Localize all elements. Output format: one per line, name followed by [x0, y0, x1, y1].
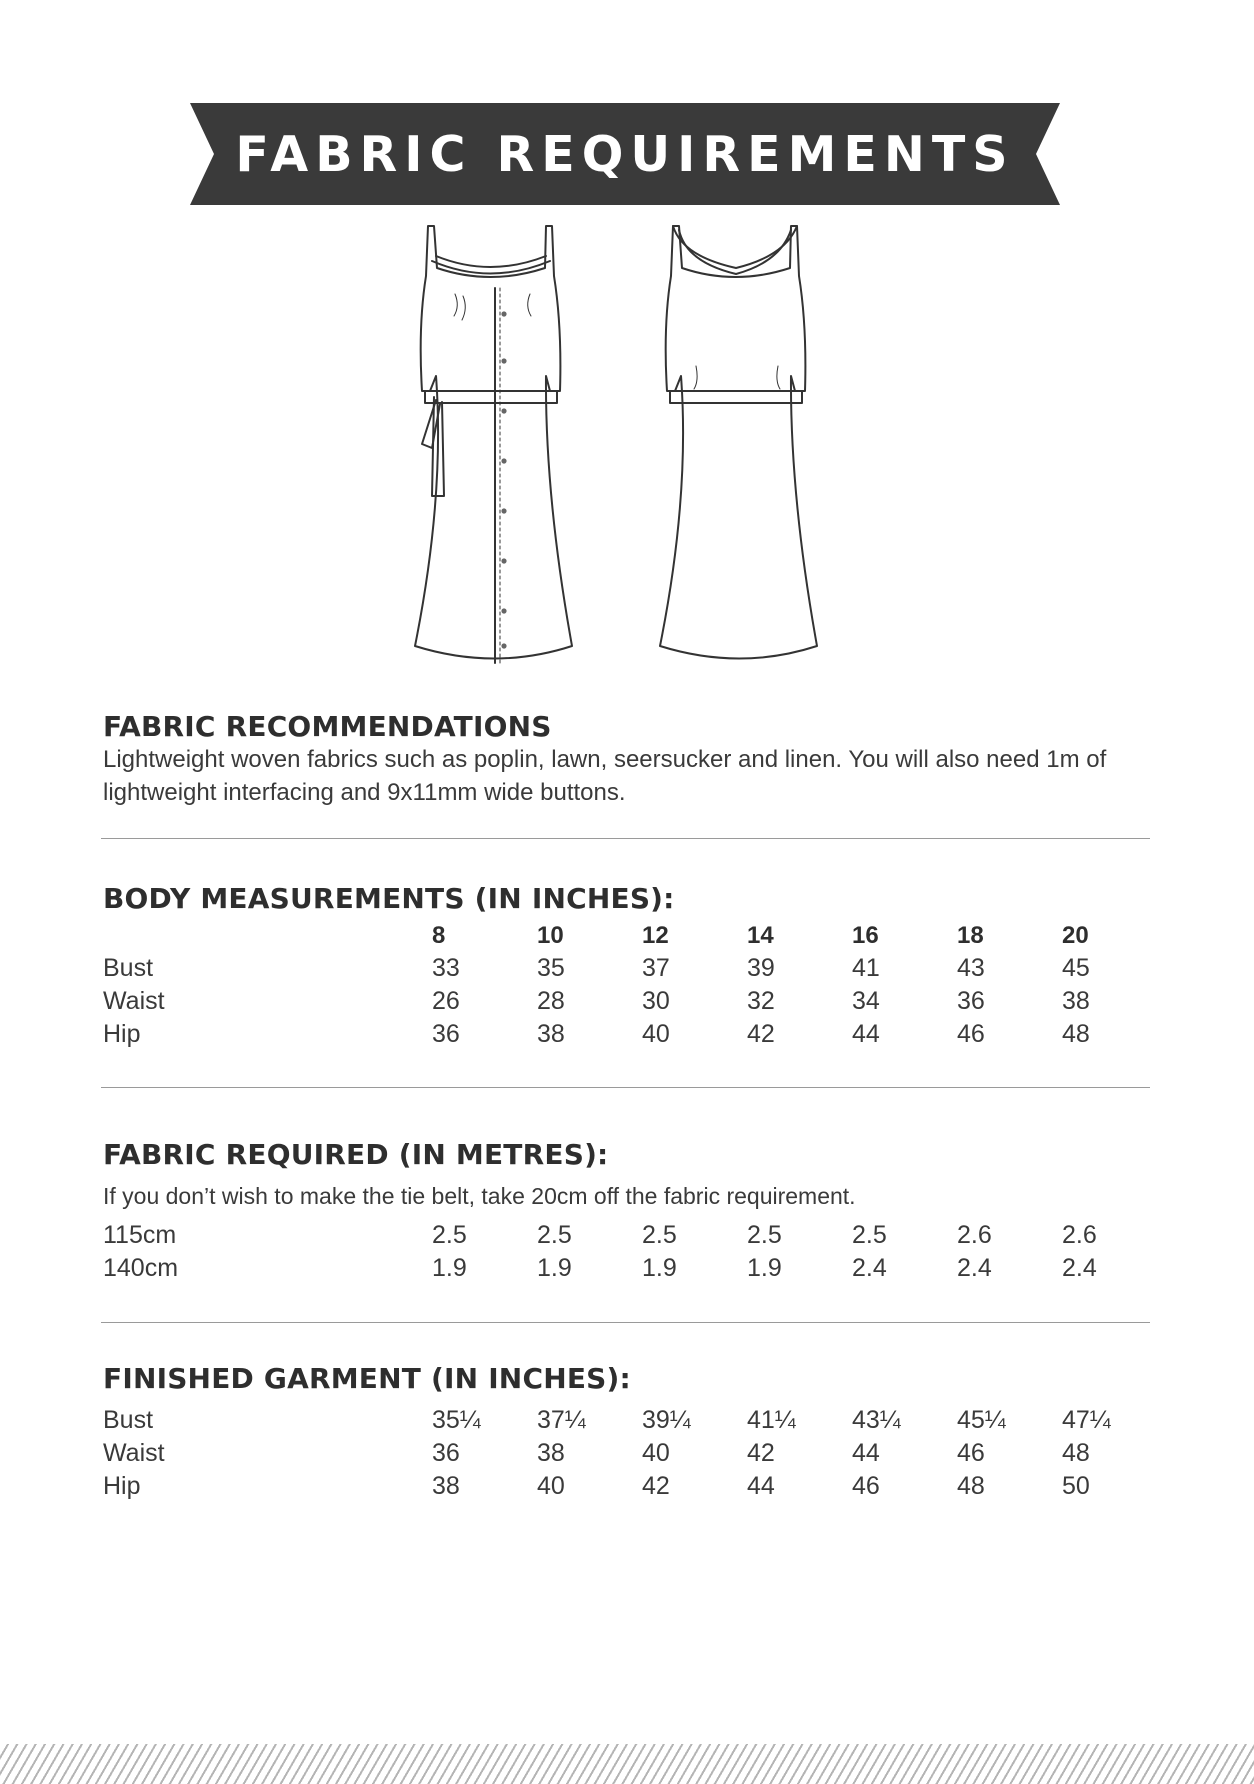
dress-sketch-icon [400, 216, 850, 676]
size-header: 20 [1062, 922, 1089, 949]
divider [101, 838, 1150, 839]
page-title: FABRIC REQUIREMENTS [235, 125, 1015, 183]
row-label: Hip [103, 1020, 141, 1048]
fabric-recommendations-heading: FABRIC RECOMMENDATIONS [103, 710, 552, 743]
table-cell: 1.9 [432, 1254, 467, 1282]
table-cell: 45 [1062, 954, 1090, 982]
table-cell: 2.4 [1062, 1254, 1097, 1282]
table-cell: 44 [852, 1020, 880, 1048]
size-header: 8 [432, 922, 446, 949]
table-cell: 1.9 [747, 1254, 782, 1282]
table-cell: 36 [432, 1439, 460, 1467]
table-cell: 2.5 [642, 1221, 677, 1249]
table-cell: 46 [957, 1020, 985, 1048]
table-cell: 30 [642, 987, 670, 1015]
size-header: 16 [852, 922, 879, 949]
table-cell: 42 [747, 1020, 775, 1048]
table-cell: 26 [432, 987, 460, 1015]
size-header: 10 [537, 922, 564, 949]
size-header: 12 [642, 922, 669, 949]
table-cell: 48 [1062, 1020, 1090, 1048]
row-label: 140cm [103, 1254, 179, 1282]
finished-garment-table [103, 1404, 1163, 1503]
size-header: 14 [747, 922, 774, 949]
table-cell: 44 [852, 1439, 880, 1467]
table-cell: 2.4 [852, 1254, 887, 1282]
table-cell: 42 [642, 1472, 670, 1500]
row-label: 115cm [103, 1221, 177, 1249]
table-row [103, 1018, 1163, 1051]
fabric-recommendations-text: Lightweight woven fabrics such as poplin, lawn, seersucker and linen. You will also need 1m of lightweight interfacing and 9x11mm wide buttons. [103, 746, 1107, 806]
dress-front-icon [415, 226, 572, 663]
table-row [103, 1404, 1163, 1437]
table-cell: 39 [747, 954, 775, 982]
table-cell: 48 [1062, 1439, 1090, 1467]
table-row [103, 1252, 1163, 1285]
table-cell: 2.5 [747, 1221, 782, 1249]
table-cell: 2.6 [957, 1221, 992, 1249]
table-cell: 35 [537, 954, 565, 982]
table-cell: 2.5 [432, 1221, 467, 1249]
table-row [103, 1437, 1163, 1470]
table-cell: 38 [1062, 987, 1090, 1015]
row-label: Bust [103, 1406, 154, 1434]
table-cell: 34 [852, 987, 880, 1015]
table-cell: 35¼ [432, 1406, 481, 1434]
tie-belt-note: If you don’t wish to make the tie belt, take 20cm off the fabric requirement. [103, 1183, 856, 1209]
table-cell: 45¼ [957, 1406, 1006, 1434]
table-cell: 41 [852, 954, 880, 982]
table-cell: 46 [852, 1472, 880, 1500]
table-cell: 38 [537, 1439, 565, 1467]
table-cell: 43¼ [852, 1406, 901, 1434]
table-cell: 37 [642, 954, 670, 982]
table-cell: 2.6 [1062, 1221, 1097, 1249]
table-cell: 38 [537, 1020, 565, 1048]
table-cell: 32 [747, 987, 775, 1015]
finished-garment-heading: FINISHED GARMENT (IN INCHES): [103, 1362, 631, 1395]
fabric-required-table [103, 1219, 1163, 1285]
table-cell: 50 [1062, 1472, 1090, 1500]
row-label: Waist [103, 987, 165, 1015]
body-measurements-heading: BODY MEASUREMENTS (IN INCHES): [103, 882, 675, 915]
table-cell: 44 [747, 1472, 775, 1500]
table-row [103, 985, 1163, 1018]
table-cell: 48 [957, 1472, 985, 1500]
dress-back-icon [660, 226, 817, 659]
table-cell: 2.5 [852, 1221, 887, 1249]
table-cell: 43 [957, 954, 985, 982]
table-cell: 41¼ [747, 1406, 796, 1434]
table-cell: 36 [432, 1020, 460, 1048]
table-cell: 28 [537, 987, 565, 1015]
table-cell: 40 [642, 1020, 670, 1048]
table-cell: 42 [747, 1439, 775, 1467]
table-cell: 38 [432, 1472, 460, 1500]
table-cell: 36 [957, 987, 985, 1015]
table-cell: 46 [957, 1439, 985, 1467]
table-row [103, 1219, 1163, 1252]
table-cell: 39¼ [642, 1406, 691, 1434]
table-cell: 2.4 [957, 1254, 992, 1282]
row-label: Bust [103, 954, 154, 982]
table-cell: 1.9 [537, 1254, 572, 1282]
table-cell: 2.5 [537, 1221, 572, 1249]
row-label: Waist [103, 1439, 165, 1467]
table-cell: 1.9 [642, 1254, 677, 1282]
divider [101, 1087, 1150, 1088]
table-cell: 47¼ [1062, 1406, 1111, 1434]
table-cell: 40 [642, 1439, 670, 1467]
row-label: Hip [103, 1472, 141, 1500]
divider [101, 1322, 1150, 1323]
size-header: 18 [957, 922, 984, 949]
table-cell: 37¼ [537, 1406, 586, 1434]
table-cell: 40 [537, 1472, 565, 1500]
table-row [103, 952, 1163, 985]
size-header-row [103, 919, 1163, 952]
table-cell: 33 [432, 954, 460, 982]
hatch-footer [0, 1744, 1254, 1784]
table-row [103, 1470, 1163, 1503]
fabric-required-heading: FABRIC REQUIRED (IN METRES): [103, 1138, 609, 1171]
body-measurements-table [103, 919, 1163, 1051]
